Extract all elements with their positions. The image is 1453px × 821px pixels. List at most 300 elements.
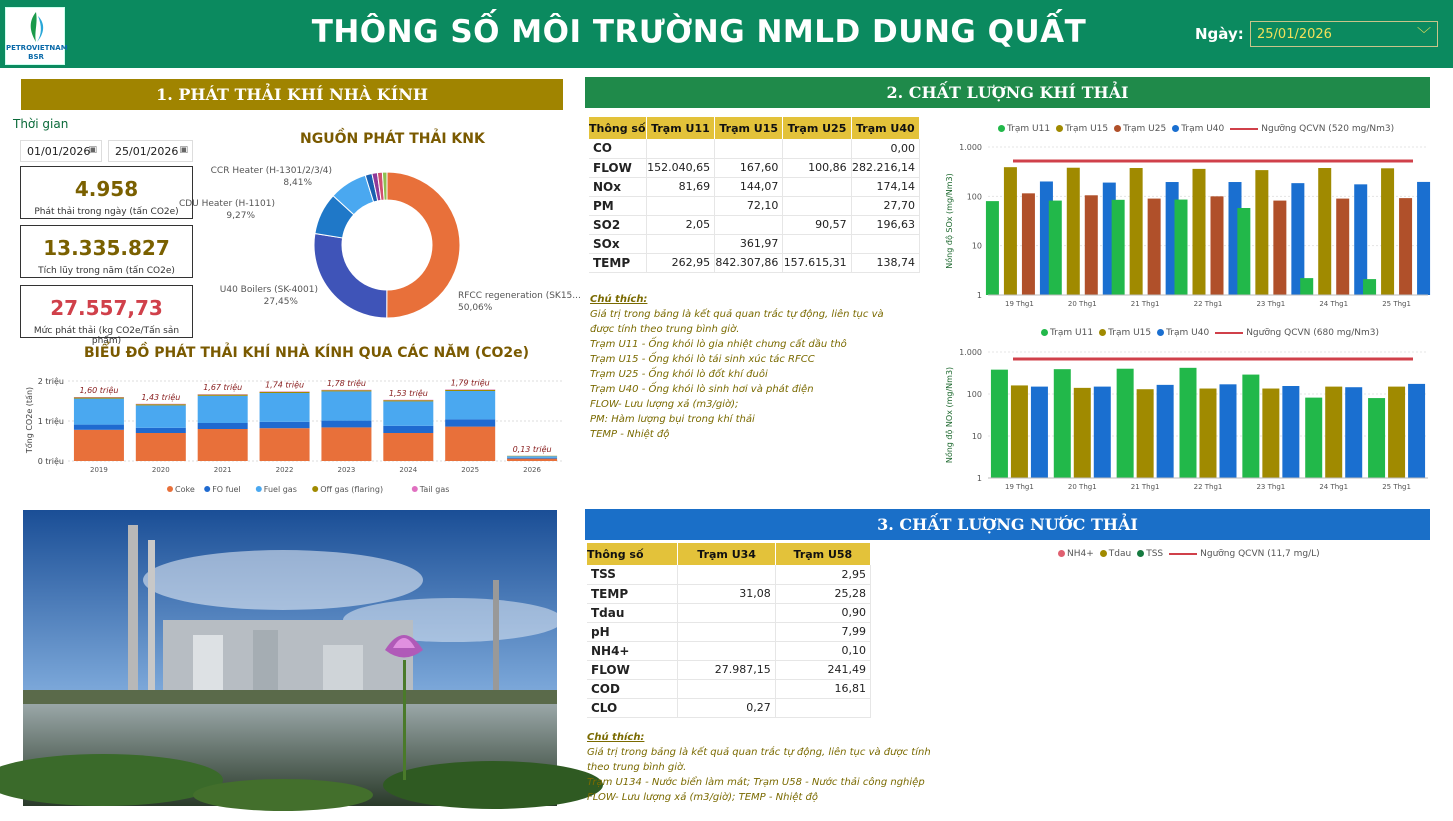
row-param-name: CLO (587, 698, 678, 717)
donut-slice-label: RFCC regeneration (SK15... (458, 291, 581, 301)
section-2-title: 2. CHẤT LƯỢNG KHÍ THẢI (585, 77, 1430, 108)
x-tick-label: 25 Thg1 (1382, 483, 1411, 491)
donut-chart (178, 150, 581, 320)
bar-segment (383, 401, 433, 425)
water-notes (587, 730, 932, 805)
table-cell: 0,00 (851, 139, 919, 158)
donut-slice-percent: 27,45% (263, 297, 298, 307)
bar (1305, 398, 1322, 478)
bar-segment (136, 405, 186, 427)
notes-line: Trạm U11 - Ống khói lò gia nhiệt chưng cất dầu thô (590, 339, 847, 350)
table-header-station[interactable]: Trạm U25 (783, 117, 851, 139)
legend-label: FO fuel (212, 485, 241, 494)
x-tick-label: 2019 (90, 466, 108, 474)
legend-label: Trạm U15 (1065, 124, 1109, 134)
table-cell: 144,07 (715, 177, 783, 196)
gas-notes (590, 292, 920, 442)
bar-segment (136, 433, 186, 461)
y-tick-label: 100 (966, 192, 982, 202)
bar (1417, 182, 1430, 295)
yearly-chart-title: BIỂU ĐỒ PHÁT THẢI KHÍ NHÀ KÍNH QUA CÁC NĂM (CO2e) (84, 345, 530, 361)
table-row (587, 584, 871, 603)
row-param-name: NH4+ (587, 641, 678, 660)
bar (1273, 201, 1286, 295)
table-cell (646, 196, 714, 215)
legend-threshold-line (1230, 128, 1258, 130)
table-cell: 157.615,31 (783, 253, 851, 272)
legend-swatch (204, 486, 210, 492)
x-tick-label: 2025 (461, 466, 480, 474)
notes-heading: Chú thích: (587, 732, 645, 743)
bar (1368, 398, 1385, 478)
table-cell (715, 139, 783, 158)
water-legend (1052, 549, 1320, 559)
legend-label: Trạm U40 (1166, 328, 1210, 338)
bar (1325, 387, 1342, 478)
time-label: Thời gian (13, 117, 69, 131)
legend-swatch (312, 486, 318, 492)
bar (1054, 369, 1071, 478)
table-row (589, 215, 920, 234)
bar (1085, 195, 1098, 295)
row-param-name: TEMP (589, 253, 646, 272)
notes-line: Giá trị trong bảng là kết quả quan trắc tự động, liên tục và (590, 309, 884, 320)
table-cell (678, 622, 775, 641)
legend-swatch (1100, 550, 1107, 557)
water-chart (940, 563, 1435, 808)
legend-label: Off gas (flaring) (320, 485, 384, 494)
notes-line: Trạm U25 - Ống khói lò đốt khí đuôi (590, 369, 768, 380)
bar (1399, 198, 1412, 295)
table-cell (678, 641, 775, 660)
date-to-value: 25/01/2026 (115, 145, 179, 158)
bar (1074, 388, 1091, 478)
table-cell: 2,95 (775, 565, 870, 584)
legend-swatch (1041, 329, 1048, 336)
table-cell: 282.216,14 (851, 158, 919, 177)
kpi-value: 4.958 (74, 177, 139, 201)
bar-segment (445, 419, 495, 426)
bar (1336, 199, 1349, 295)
kpi-label: Phát thải trong ngày (tấn CO2e) (34, 207, 179, 217)
y-tick-label: 10 (971, 241, 982, 251)
page-title: THÔNG SỐ MÔI TRƯỜNG NMLD DUNG QUẤT (311, 14, 1087, 50)
y-tick-label: 1.000 (959, 348, 982, 357)
donut-title: NGUỒN PHÁT THẢI KNK (300, 131, 485, 147)
bar (1388, 387, 1405, 478)
bar-total-label: 1,53 triệu (388, 388, 428, 398)
legend-label: Coke (175, 485, 195, 494)
bar (1112, 200, 1125, 295)
table-row (587, 660, 871, 679)
legend-swatch (1172, 125, 1179, 132)
table-cell (678, 679, 775, 698)
x-tick-label: 19 Thg1 (1005, 483, 1034, 491)
table-cell: 167,60 (715, 158, 783, 177)
table-cell: 16,81 (775, 679, 870, 698)
bar (1022, 193, 1035, 295)
table-header-station[interactable]: Trạm U58 (775, 543, 870, 565)
bar (1300, 278, 1313, 295)
calendar-icon[interactable]: ▣ (179, 145, 188, 155)
legend-label: TSS (1146, 549, 1164, 559)
bar (1067, 168, 1080, 295)
legend-label: Trạm U40 (1181, 124, 1225, 134)
table-row (589, 177, 920, 196)
table-header-station[interactable]: Trạm U11 (646, 117, 714, 139)
table-cell: 138,74 (851, 253, 919, 272)
y-tick-label: 100 (966, 390, 982, 399)
bar-total-label: 1,74 triệu (265, 380, 305, 390)
table-cell (783, 139, 851, 158)
table-header-param[interactable]: Thông số (587, 543, 678, 565)
bar (1117, 369, 1134, 478)
donut-slice (314, 234, 387, 318)
sox-chart (940, 138, 1435, 313)
bar-segment (321, 390, 371, 391)
table-cell (775, 698, 870, 717)
table-cell: 842.307,86 (715, 253, 783, 272)
kpi-value: 27.557,73 (50, 296, 163, 320)
x-tick-label: 23 Thg1 (1256, 483, 1286, 491)
table-cell: 7,99 (775, 622, 870, 641)
bar-segment (198, 429, 248, 461)
table-header-station[interactable]: Trạm U34 (678, 543, 775, 565)
x-tick-label: 20 Thg1 (1067, 300, 1097, 308)
x-tick-label: 22 Thg1 (1193, 483, 1223, 491)
legend-swatch (998, 125, 1005, 132)
bar-segment (198, 396, 248, 423)
y-axis-label: Nồng độ NOx (mg/Nm3) (945, 366, 954, 464)
table-cell: 241,49 (775, 660, 870, 679)
date-dropdown[interactable] (1250, 21, 1438, 47)
kpi-daily-emission (20, 166, 193, 219)
row-param-name: pH (587, 622, 678, 641)
bar-segment (136, 428, 186, 433)
legend-threshold-line (1169, 553, 1197, 555)
notes-line: Trạm U15 - Ống khói lò tái sinh xúc tác RFCC (590, 354, 815, 365)
table-row (587, 679, 871, 698)
row-param-name: TSS (587, 565, 678, 584)
bar (1094, 387, 1111, 478)
kpi-label: Mức phát thải (kg CO2e/Tấn sản phẩm) (33, 326, 180, 346)
bar-segment (445, 427, 495, 461)
notes-line: PM: Hàm lượng bụi trong khí thải (590, 414, 755, 425)
bar-segment (507, 459, 557, 461)
y-tick-label: 2 triệu (37, 377, 64, 386)
kpi-label: Tích lũy trong năm (tấn CO2e) (38, 266, 175, 276)
row-param-name: NOx (589, 177, 646, 196)
table-cell: 72,10 (715, 196, 783, 215)
table-row (587, 622, 871, 641)
row-param-name: FLOW (587, 660, 678, 679)
table-header-station[interactable]: Trạm U40 (851, 117, 919, 139)
bar (1031, 387, 1048, 478)
table-cell (783, 234, 851, 253)
table-cell: 25,28 (775, 584, 870, 603)
bar (1148, 199, 1161, 295)
bar (986, 201, 999, 295)
table-row (587, 565, 871, 584)
x-tick-label: 2022 (275, 466, 294, 474)
table-cell: 174,14 (851, 177, 919, 196)
table-cell (678, 603, 775, 622)
bar-segment (260, 392, 310, 393)
notes-line: FLOW- Lưu lượng xả (m3/giờ); TEMP - Nhiệt độ (587, 792, 818, 803)
bar (1137, 389, 1154, 478)
bar (1237, 208, 1250, 295)
legend-label: Tail gas (419, 485, 450, 494)
table-cell: 196,63 (851, 215, 919, 234)
bar-segment (74, 399, 124, 425)
legend-swatch (1157, 329, 1164, 336)
table-cell (678, 565, 775, 584)
x-tick-label: 23 Thg1 (1256, 300, 1286, 308)
bar (1318, 168, 1331, 295)
donut-slice-percent: 8,41% (283, 178, 312, 188)
y-tick-label: 1 triệu (37, 417, 64, 426)
table-cell: 152.040,65 (646, 158, 714, 177)
bar (1004, 167, 1017, 295)
x-tick-label: 2020 (151, 466, 170, 474)
bar-total-label: 1,78 triệu (326, 378, 366, 388)
row-param-name: Tdau (587, 603, 678, 622)
table-row (589, 196, 920, 215)
table-header-param[interactable]: Thông số (589, 117, 646, 139)
bar (1011, 385, 1028, 478)
table-cell (715, 215, 783, 234)
donut-slice-label: CCR Heater (H-1301/2/3/4) (210, 166, 332, 176)
bar (1157, 385, 1174, 478)
nox-chart (940, 342, 1435, 497)
bar-total-label: 1,43 triệu (141, 392, 181, 402)
legend-threshold-line (1215, 332, 1243, 334)
x-tick-label: 2021 (213, 466, 232, 474)
bar (1408, 384, 1425, 478)
legend-label: Fuel gas (263, 485, 297, 494)
legend-label: NH4+ (1067, 549, 1094, 559)
bar (1255, 170, 1268, 295)
bar-segment (74, 397, 124, 398)
x-tick-label: 22 Thg1 (1193, 300, 1223, 308)
legend-label: Tdau (1108, 549, 1132, 559)
table-cell (783, 196, 851, 215)
bar (1262, 389, 1279, 478)
notes-heading: Chú thích: (590, 294, 648, 305)
bar-total-label: 1,67 triệu (203, 383, 243, 393)
date-from-input[interactable] (20, 140, 102, 162)
bar-segment (74, 425, 124, 430)
bar-segment (321, 427, 371, 461)
bar (1130, 168, 1143, 295)
notes-line: FLOW- Lưu lượng xả (m3/giờ); (590, 399, 739, 410)
logo-text: PETROVIETNAM (6, 44, 68, 52)
table-cell: 0,90 (775, 603, 870, 622)
table-cell: 0,27 (678, 698, 775, 717)
bar (1242, 375, 1259, 478)
table-row (589, 158, 920, 177)
table-cell: 2,05 (646, 215, 714, 234)
y-tick-label: 10 (971, 432, 982, 441)
table-row (587, 698, 871, 717)
x-tick-label: 25 Thg1 (1382, 300, 1411, 308)
bar-total-label: 0,13 triệu (512, 444, 552, 454)
notes-line: được tính theo trung bình giờ. (590, 324, 740, 335)
x-tick-label: 20 Thg1 (1067, 483, 1097, 491)
legend-label: Ngưỡng QCVN (520 mg/Nm3) (1261, 124, 1395, 134)
legend-label: Ngưỡng QCVN (11,7 mg/L) (1200, 549, 1320, 559)
x-tick-label: 24 Thg1 (1319, 483, 1349, 491)
section-1-title: 1. PHÁT THẢI KHÍ NHÀ KÍNH (21, 79, 563, 110)
bar (1193, 169, 1206, 295)
donut-slice-percent: 9,27% (226, 211, 255, 221)
bar-segment (260, 393, 310, 422)
legend-swatch (1137, 550, 1144, 557)
legend-swatch (412, 486, 418, 492)
legend-swatch (1058, 550, 1065, 557)
donut-slice-label: U40 Boilers (SK-4001) (219, 285, 318, 295)
table-header-row (587, 543, 871, 565)
notes-line: theo trung bình giờ. (587, 762, 687, 773)
legend-swatch (256, 486, 262, 492)
table-cell: 90,57 (783, 215, 851, 234)
notes-line: Trạm U40 - Ống khói lò sinh hơi và phát điện (590, 384, 814, 395)
date-label: Ngày: (1195, 25, 1244, 43)
table-row (587, 603, 871, 622)
donut-slice-percent: 50,06% (458, 303, 493, 313)
table-row (587, 641, 871, 660)
x-tick-label: 19 Thg1 (1005, 300, 1034, 308)
table-cell: 31,08 (678, 584, 775, 603)
bar (1175, 200, 1188, 295)
bar (1211, 196, 1224, 295)
table-cell (646, 139, 714, 158)
table-row (589, 139, 920, 158)
donut-slice (387, 172, 460, 318)
notes-line: TEMP - Nhiệt độ (590, 429, 670, 440)
bar (991, 370, 1008, 478)
bar-segment (321, 391, 371, 420)
x-tick-label: 21 Thg1 (1130, 483, 1160, 491)
bar-segment (507, 458, 557, 459)
bar (1381, 168, 1394, 295)
nox-legend (1035, 328, 1379, 338)
bar-segment (260, 422, 310, 428)
table-cell (646, 234, 714, 253)
legend-swatch (1056, 125, 1063, 132)
table-row (589, 253, 920, 272)
y-tick-label: 1 (976, 474, 982, 483)
sox-legend (992, 124, 1394, 134)
gas-quality-table (589, 117, 920, 273)
legend-label: Trạm U11 (1050, 328, 1094, 338)
legend-label: Trạm U15 (1108, 328, 1152, 338)
bar (1180, 368, 1197, 478)
bar-segment (198, 395, 248, 396)
refinery-photo (23, 510, 557, 806)
row-param-name: SOx (589, 234, 646, 253)
row-param-name: PM (589, 196, 646, 215)
bar (1354, 184, 1367, 295)
calendar-icon[interactable]: ▣ (88, 145, 97, 155)
table-cell (783, 177, 851, 196)
bar (1049, 201, 1062, 295)
table-header-station[interactable]: Trạm U15 (715, 117, 783, 139)
table-cell: 100,86 (783, 158, 851, 177)
notes-line: Giá trị trong bảng là kết quả quan trắc tự động, liên tục và được tính (587, 747, 931, 758)
table-cell: 27.987,15 (678, 660, 775, 679)
y-axis-label: Nồng độ SOx (mg/Nm3) (945, 173, 954, 269)
x-tick-label: 2026 (523, 466, 541, 474)
date-to-input[interactable] (108, 140, 193, 162)
table-cell: 81,69 (646, 177, 714, 196)
kpi-yearly-cumulative (20, 225, 193, 278)
table-cell: 0,10 (775, 641, 870, 660)
bar (1282, 386, 1299, 478)
table-cell: 262,95 (646, 253, 714, 272)
bar-segment (321, 421, 371, 428)
bar-segment (260, 428, 310, 461)
x-tick-label: 2023 (337, 466, 356, 474)
kpi-emission-intensity (20, 285, 193, 346)
bar-segment (445, 390, 495, 391)
yearly-emission-chart (20, 368, 565, 498)
table-cell (851, 234, 919, 253)
logo-subtext: BSR (28, 53, 44, 61)
row-param-name: FLOW (589, 158, 646, 177)
bar-segment (198, 423, 248, 429)
water-quality-table (587, 543, 871, 718)
bar-segment (383, 433, 433, 461)
bar-segment (383, 426, 433, 433)
date-dropdown-value: 25/01/2026 (1257, 27, 1332, 42)
bar (1345, 387, 1362, 478)
bar-segment (507, 456, 557, 458)
table-cell: 361,97 (715, 234, 783, 253)
bar-segment (445, 391, 495, 419)
row-param-name: SO2 (589, 215, 646, 234)
legend-label: Ngưỡng QCVN (680 mg/Nm3) (1246, 328, 1380, 338)
y-tick-label: 1 (976, 291, 982, 300)
bar (1363, 279, 1376, 295)
section-3-title: 3. CHẤT LƯỢNG NƯỚC THẢI (585, 509, 1430, 540)
row-param-name: TEMP (587, 584, 678, 603)
y-tick-label: 0 triệu (37, 457, 64, 466)
y-axis-label: Tổng CO2e (tấn) (25, 386, 34, 454)
bar-segment (383, 400, 433, 401)
legend-swatch (167, 486, 173, 492)
table-header-row (589, 117, 920, 139)
bar-segment (74, 430, 124, 461)
bar (1220, 384, 1237, 478)
bar (1200, 389, 1217, 478)
x-tick-label: 21 Thg1 (1130, 300, 1160, 308)
legend-label: Trạm U11 (1007, 124, 1051, 134)
bar-total-label: 1,79 triệu (450, 378, 490, 388)
x-tick-label: 2024 (399, 466, 418, 474)
donut-slice-label: CDU Heater (H-1101) (178, 199, 275, 209)
kpi-value: 13.335.827 (43, 236, 170, 260)
date-from-value: 01/01/2026 (27, 145, 91, 158)
row-param-name: COD (587, 679, 678, 698)
bar-total-label: 1,60 triệu (79, 386, 119, 395)
bar-segment (136, 404, 186, 405)
x-tick-label: 24 Thg1 (1319, 300, 1349, 308)
notes-line: Trạm U134 - Nước biển làm mát; Trạm U58 - Nước thải công nghiệp (587, 777, 925, 788)
table-row (589, 234, 920, 253)
legend-label: Trạm U25 (1123, 124, 1167, 134)
legend-swatch (1099, 329, 1106, 336)
